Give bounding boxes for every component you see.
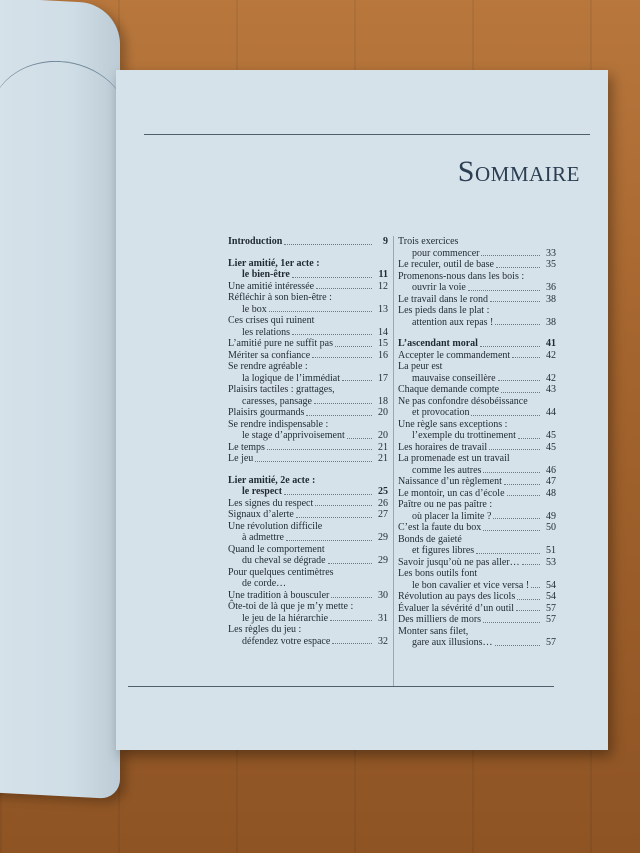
leader-dots: [342, 380, 372, 381]
toc-entry-text: Plaisirs tactiles : grattages,: [228, 384, 335, 395]
toc-entry[interactable]: [228, 498, 388, 510]
toc-page-number: 42: [546, 372, 556, 384]
toc-entry-text: Monter sans filet,: [398, 625, 469, 637]
toc-entry[interactable]: [398, 453, 556, 476]
toc-entry[interactable]: [228, 292, 388, 315]
toc-entry[interactable]: [228, 475, 388, 498]
leader-dots: [483, 530, 540, 531]
toc-page-number: 57: [546, 602, 556, 614]
toc-entry-text: caresses, pansage: [242, 395, 312, 407]
toc-entry[interactable]: [398, 350, 556, 362]
toc-page-number: 38: [546, 316, 556, 328]
leader-dots: [331, 597, 372, 598]
toc-page-number: 36: [546, 282, 556, 293]
toc-page-number: 54: [546, 591, 556, 602]
toc-entry-text: C’est la faute du box: [398, 522, 482, 533]
toc-page-number: 44: [546, 407, 556, 418]
toc-entry-text: Lier amitié, 2e acte :: [228, 474, 316, 486]
leader-dots: [306, 415, 372, 416]
toc-entry-text: Mériter sa confiance: [228, 349, 311, 361]
toc-page-number: 9: [383, 236, 388, 247]
toc-page-number: 29: [378, 555, 388, 566]
leader-dots: [489, 449, 540, 450]
leader-dots: [490, 301, 540, 302]
toc-entry[interactable]: [228, 350, 388, 362]
toc-entry[interactable]: [228, 419, 388, 442]
toc-page-number: 49: [546, 510, 556, 522]
page-title: Sommaire: [457, 155, 580, 188]
toc-page-number: 18: [378, 395, 388, 407]
toc-entry[interactable]: [398, 271, 556, 294]
leader-dots: [269, 311, 372, 312]
toc-entry-text: le stage d’apprivoisement: [242, 430, 345, 441]
leader-dots: [468, 290, 540, 291]
leader-dots: [501, 392, 540, 393]
leader-dots: [267, 449, 372, 450]
toc-page-number: 17: [378, 372, 388, 384]
leader-dots: [296, 517, 372, 518]
leader-dots: [517, 599, 540, 600]
toc-entry-text: Les règles du jeu :: [228, 624, 302, 635]
toc-entry[interactable]: [228, 567, 388, 590]
toc-page-number: 41: [546, 338, 556, 349]
toc-entry-text: Une révolution difficile: [228, 520, 323, 532]
toc-entry-text: La peur est: [398, 361, 443, 372]
toc-page-number: 16: [378, 349, 388, 361]
toc-entry[interactable]: [228, 601, 388, 624]
book-page: [116, 70, 608, 750]
toc-entry[interactable]: [398, 361, 556, 384]
toc-page-number: 46: [546, 464, 556, 476]
leader-dots: [292, 277, 372, 278]
toc-entry-text: Évaluer la sévérité d’un outil: [398, 602, 515, 614]
top-rule: [144, 134, 590, 135]
toc-entry-text: attention aux repas !: [412, 316, 494, 328]
toc-entry[interactable]: [398, 442, 556, 454]
leader-dots: [476, 553, 540, 554]
toc-entry-text: Le jeu: [228, 453, 254, 464]
toc-entry[interactable]: [228, 407, 388, 419]
toc-entry-text: Les signes du respect: [228, 497, 314, 509]
toc-entry-text: Les pieds dans le plat :: [398, 305, 490, 316]
toc-entry[interactable]: [398, 626, 556, 649]
toc-page-number: 48: [546, 487, 556, 499]
toc-entry-text: Introduction: [228, 236, 283, 247]
toc-entry[interactable]: [398, 294, 556, 306]
toc-entry-text: Naissance d’un règlement: [398, 476, 502, 487]
leader-dots: [522, 564, 540, 565]
toc-entry[interactable]: [228, 361, 388, 384]
toc-page-number: 57: [546, 614, 556, 625]
toc-page-number: 29: [378, 532, 388, 543]
leader-dots: [328, 563, 372, 564]
toc-entry-text: Trois exercices: [398, 236, 459, 247]
toc-entry-text: Promenons-nous dans les bois :: [398, 270, 525, 282]
leader-dots: [332, 643, 372, 644]
leader-dots: [498, 380, 540, 381]
toc-entry[interactable]: [228, 544, 388, 567]
leader-dots: [292, 334, 372, 335]
column-separator: [393, 236, 394, 686]
leader-dots: [495, 324, 540, 325]
leader-dots: [516, 610, 540, 611]
toc-page-number: 32: [378, 635, 388, 647]
toc-page-number: 43: [546, 384, 556, 395]
leader-dots: [284, 494, 372, 495]
toc-page-number: 13: [378, 303, 388, 315]
toc-entry[interactable]: [228, 236, 388, 248]
toc-page-number: 57: [546, 637, 556, 648]
toc-page-number: 50: [546, 522, 556, 533]
bottom-rule: [128, 686, 554, 687]
toc-entry-text: Se rendre indispensable :: [228, 418, 329, 430]
toc-entry[interactable]: [398, 476, 556, 488]
toc-entry-text: Ôte-toi de là que je m’y mette :: [228, 601, 354, 612]
toc-entry[interactable]: [398, 259, 556, 271]
toc-entry-text: Ne pas confondre désobéissance: [398, 395, 528, 407]
toc-entry-text: Paître ou ne pas paître :: [398, 499, 493, 510]
toc-entry[interactable]: [398, 236, 556, 259]
toc-entry-text: le respect: [242, 486, 283, 497]
toc-entry-text: Quand le comportement: [228, 543, 325, 555]
toc-entry-text: mauvaise conseillère: [412, 372, 496, 384]
toc-page-number: 31: [378, 612, 388, 624]
leader-dots: [255, 461, 372, 462]
toc-entry-text: Le reculer, outil de base: [398, 259, 494, 270]
toc-entry[interactable]: [228, 315, 388, 338]
section-gap: [228, 465, 388, 475]
toc-entry-text: Une tradition à bousculer: [228, 589, 330, 601]
toc-entry[interactable]: [228, 384, 388, 407]
toc-entry-text: défendez votre espace: [242, 635, 331, 647]
leader-dots: [330, 620, 372, 621]
section-gap: [228, 248, 388, 258]
toc-page-number: 21: [378, 441, 388, 453]
toc-entry-text: ouvrir la voie: [412, 282, 466, 293]
toc-entry-text: L’amitié pure ne suffit pas: [228, 338, 333, 349]
toc-entry[interactable]: [398, 522, 556, 534]
toc-entry-text: les relations: [242, 326, 291, 338]
toc-entry-text: Signaux d’alerte: [228, 509, 294, 520]
leader-dots: [480, 346, 540, 347]
toc-entry-text: Le temps: [228, 441, 265, 453]
toc-entry-text: Une règle sans exceptions :: [398, 418, 508, 430]
leader-dots: [481, 255, 540, 256]
toc-entry-text: Bonds de gaieté: [398, 533, 462, 545]
toc-entry-text: Les bons outils font: [398, 568, 478, 579]
toc-entry[interactable]: [228, 590, 388, 602]
toc-entry[interactable]: [228, 442, 388, 454]
toc-entry-text: Chaque demande compte: [398, 384, 500, 395]
toc-right-column: [398, 236, 556, 649]
facing-page-line: [0, 57, 130, 185]
toc-entry-text: Lier amitié, 1er acte :: [228, 257, 320, 269]
toc-entry[interactable]: [228, 338, 388, 350]
toc-entry[interactable]: [398, 591, 556, 603]
toc-entry[interactable]: [398, 499, 556, 522]
section-gap: [398, 328, 556, 338]
toc-entry-text: L’ascendant moral: [398, 338, 478, 349]
toc-page-number: 14: [378, 326, 388, 338]
toc-page-number: 45: [546, 430, 556, 441]
leader-dots: [316, 288, 372, 289]
leader-dots: [504, 484, 540, 485]
leader-dots: [495, 645, 540, 646]
toc-entry[interactable]: [398, 488, 556, 500]
toc-entry[interactable]: [228, 258, 388, 281]
toc-entry[interactable]: [398, 384, 556, 396]
leader-dots: [518, 438, 540, 439]
toc-entry[interactable]: [228, 521, 388, 544]
toc-page-number: 38: [546, 293, 556, 305]
toc-page-number: 27: [378, 509, 388, 520]
toc-page-number: 35: [546, 259, 556, 270]
toc-page-number: 12: [378, 280, 388, 292]
toc-entry-text: pour commencer: [412, 247, 480, 259]
toc-page-number: 45: [546, 441, 556, 453]
toc-page-number: 25: [378, 486, 388, 497]
toc-page-number: 20: [378, 407, 388, 418]
leader-dots: [483, 472, 540, 473]
toc-entry-text: Les horaires de travail: [398, 441, 488, 453]
leader-dots: [507, 495, 540, 496]
toc-entry[interactable]: [398, 396, 556, 419]
toc-entry[interactable]: [228, 453, 388, 465]
toc-page-number: 42: [546, 349, 556, 361]
toc-entry-text: Le travail dans le rond: [398, 293, 488, 305]
toc-entry-text: Savoir jusqu’où ne pas aller…: [398, 556, 520, 568]
facing-page: [0, 0, 120, 799]
toc-entry-text: Plaisirs gourmands: [228, 407, 305, 418]
leader-dots: [531, 587, 540, 588]
toc-entry-text: de corde…: [242, 578, 287, 589]
toc-entry-text: Pour quelques centimètres: [228, 566, 334, 578]
toc-left-column: [228, 236, 388, 647]
leader-dots: [496, 267, 540, 268]
toc-entry-text: l’exemple du trottinement: [412, 430, 516, 441]
toc-entry[interactable]: [398, 603, 556, 615]
toc-entry-text: La promenade est un travail: [398, 453, 510, 464]
leader-dots: [312, 357, 372, 358]
toc-entry-text: Une amitié intéressée: [228, 280, 315, 292]
toc-entry[interactable]: [398, 557, 556, 569]
leader-dots: [512, 357, 540, 358]
toc-page-number: 21: [378, 453, 388, 464]
toc-entry-text: et figures libres: [412, 545, 475, 556]
toc-entry-text: Des milliers de mors: [398, 614, 482, 625]
toc-entry-text: et provocation: [412, 407, 470, 418]
toc-entry-text: Réfléchir à son bien-être :: [228, 292, 332, 303]
toc-entry-text: le bien-être: [242, 269, 290, 280]
toc-entry[interactable]: [398, 614, 556, 626]
toc-entry-text: Révolution au pays des licols: [398, 591, 516, 602]
leader-dots: [314, 403, 372, 404]
toc-page-number: 11: [378, 269, 388, 280]
toc-entry-text: Se rendre agréable :: [228, 361, 308, 372]
leader-dots: [335, 346, 372, 347]
leader-dots: [483, 622, 540, 623]
toc-entry-text: la logique de l’immédiat: [242, 372, 341, 384]
toc-entry-text: Accepter le commandement: [398, 349, 511, 361]
toc-page-number: 15: [378, 338, 388, 349]
toc-page-number: 20: [378, 430, 388, 441]
toc-page-number: 53: [546, 556, 556, 568]
toc-entry-text: comme les autres: [412, 464, 482, 476]
toc-entry-text: du cheval se dégrade: [242, 555, 326, 566]
toc-page-number: 51: [546, 545, 556, 556]
toc-entry-text: Le montoir, un cas d’école: [398, 487, 505, 499]
toc-entry[interactable]: [228, 624, 388, 647]
toc-page-number: 33: [546, 247, 556, 259]
toc-entry-text: gare aux illusions…: [412, 637, 493, 648]
toc-entry-text: où placer la limite ?: [412, 510, 492, 522]
toc-entry-text: le bon cavalier et vice versa !: [412, 579, 530, 591]
toc-page-number: 47: [546, 476, 556, 487]
toc-entry[interactable]: [398, 568, 556, 591]
toc-page-number: 54: [546, 579, 556, 591]
leader-dots: [471, 415, 540, 416]
toc-entry-text: à admettre: [242, 532, 284, 543]
leader-dots: [286, 540, 372, 541]
toc-entry[interactable]: [398, 305, 556, 328]
toc-page-number: 30: [378, 589, 388, 601]
toc-page-number: 26: [378, 497, 388, 509]
toc-entry-text: le box: [242, 303, 267, 315]
toc-entry[interactable]: [398, 534, 556, 557]
leader-dots: [315, 505, 372, 506]
leader-dots: [284, 244, 372, 245]
toc-entry-text: le jeu de la hiérarchie: [242, 612, 329, 624]
toc-entry[interactable]: [228, 509, 388, 521]
toc-entry[interactable]: [398, 419, 556, 442]
leader-dots: [493, 518, 540, 519]
leader-dots: [347, 438, 372, 439]
toc-entry[interactable]: [228, 281, 388, 293]
toc-entry[interactable]: [398, 338, 556, 350]
toc-entry-text: Ces crises qui ruinent: [228, 315, 315, 326]
